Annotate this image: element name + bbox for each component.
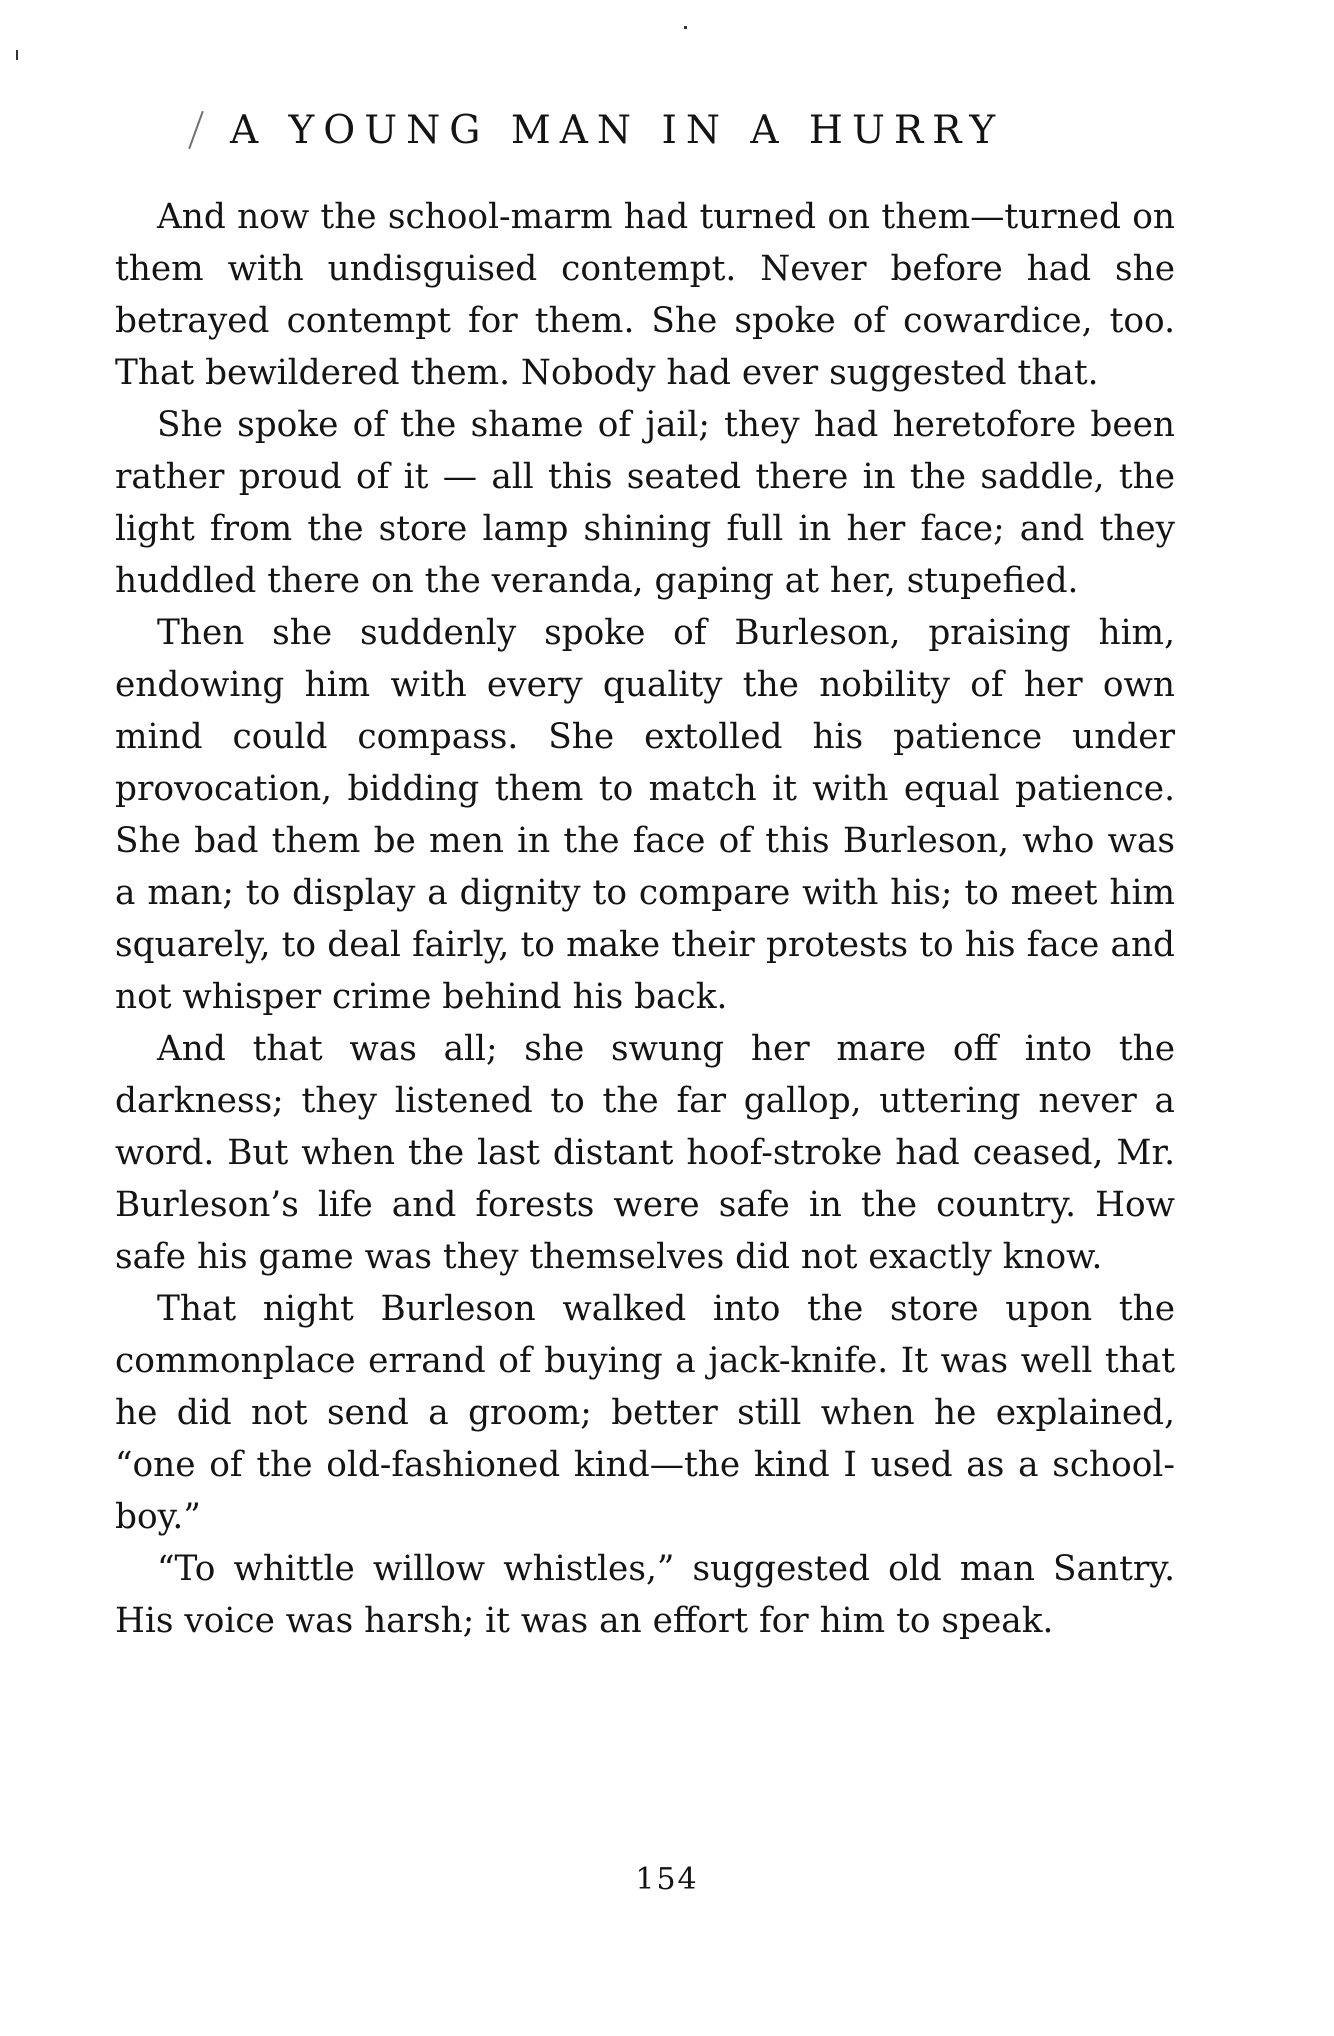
paragraph: “To whittle willow whistles,” suggested old man Santry. His voice was harsh; it was an effort for him to speak. [115, 1549, 1175, 1641]
page-number: 154 [635, 1862, 699, 1897]
scan-speck [188, 111, 204, 149]
paragraph: That night Burleson walked into the store upon the commonplace errand of buying a jack-knife. It was well that he did not send a groom; better still when he explained, “one of the old-fashioned kind—the kind I used as a school-boy.” [115, 1289, 1175, 1537]
scan-speck [16, 50, 18, 60]
paragraph: She spoke of the shame of jail; they had heretofore been rather proud of it — all this seated there in the saddle, the light from the store lamp shining full in her face; and they huddled there on the veranda, gaping at her, stupefied. [115, 405, 1175, 601]
paragraph: And now the school-marm had turned on them—turned on them with undisguised contempt. Never before had she betrayed contempt for them. She spoke of cowardice, too. That bewildered them. Nobody had ever suggested that. [115, 197, 1175, 393]
running-head: A YOUNG MAN IN A HURRY [230, 108, 1005, 153]
paragraph: Then she suddenly spoke of Burleson, praising him, endowing him with every quality the nobility of her own mind could compass. She extolled his patience under provocation, bidding them to match it with equal patience. She bad them be men in the face of this Burleson, who was a man; to display a dignity to compare with his; to meet him squarely, to deal fairly, to make their protests to his face and not whisper crime behind his back. [115, 613, 1175, 1017]
scan-speck [684, 26, 687, 29]
paragraph: And that was all; she swung her mare off into the darkness; they listened to the far gallop, uttering never a word. But when the last distant hoof-stroke had ceased, Mr. Burleson’s life and forests were safe in the country. How safe his game was they themselves did not exactly know. [115, 1029, 1175, 1277]
body-text [115, 191, 1175, 1647]
